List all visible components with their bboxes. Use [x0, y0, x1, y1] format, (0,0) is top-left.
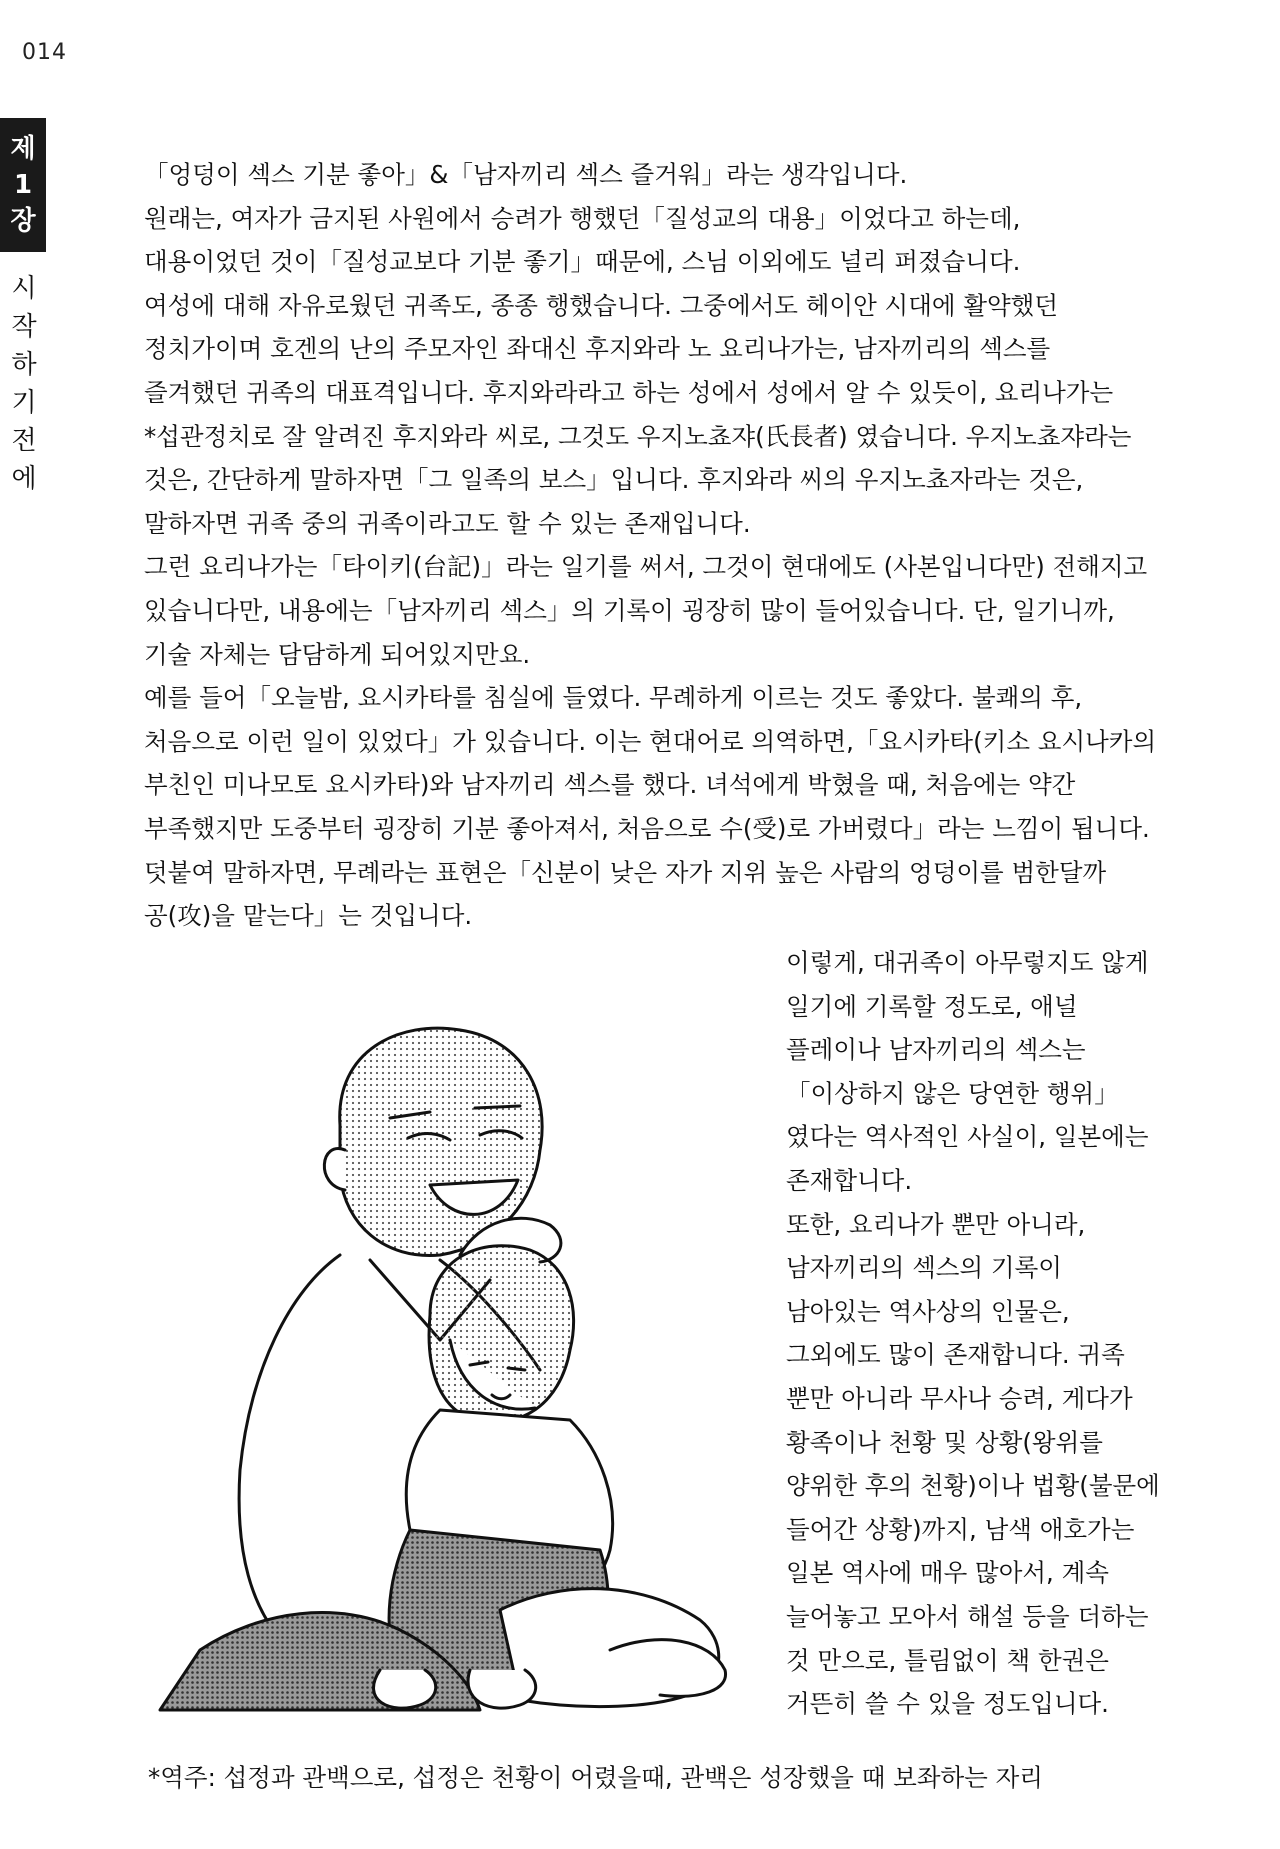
body-line: 대용이었던 것이「질성교보다 기분 좋기」때문에, 스님 이외에도 널리 퍼졌습니다. — [144, 247, 1021, 277]
body-line: 말하자면 귀족 중의 귀족이라고도 할 수 있는 존재입니다. — [144, 508, 751, 538]
body-line: 공(攻)을 맡는다」는 것입니다. — [144, 901, 473, 931]
chapter-subtitle-char: 시 — [11, 274, 37, 304]
chapter-tab-char: 장 — [10, 206, 36, 236]
chapter-subtitle-char: 기 — [11, 388, 37, 418]
page-number: 014 — [22, 40, 67, 65]
body-line: 예를 들어「오늘밤, 요시카타를 침실에 들였다. 무례하게 이르는 것도 좋았다. 불쾌의 후, — [144, 683, 1083, 713]
chapter-subtitle-char: 작 — [11, 312, 37, 342]
body-line: 부친인 미나모토 요시카타)와 남자끼리 섹스를 했다. 녀석에게 박혔을 때, 처음에는 약간 — [144, 770, 1076, 800]
side-line: 일기에 기록할 정도로, 애널 — [786, 991, 1078, 1021]
chapter-subtitle-char: 전 — [11, 426, 37, 456]
side-line: 늘어놓고 모아서 해설 등을 더하는 — [786, 1601, 1149, 1631]
body-line: 기술 자체는 담담하게 되어있지만요. — [144, 639, 531, 669]
body-line: 여성에 대해 자유로웠던 귀족도, 종종 행했습니다. 그중에서도 헤이안 시대에 활약했던 — [144, 290, 1059, 320]
body-line: 부족했지만 도중부터 굉장히 기분 좋아져서, 처음으로 수(受)로 가버렸다」라는 느낌이 됩니다. — [144, 813, 1150, 843]
body-line: 원래는, 여자가 금지된 사원에서 승려가 행했던「질성교의 대용」이었다고 하는데, — [144, 203, 1021, 233]
side-line: 남자끼리의 섹스의 기록이 — [786, 1253, 1062, 1283]
side-text — [786, 941, 1186, 1726]
body-line: *섭관정치로 잘 알려진 후지와라 씨로, 그것도 우지노쵸쟈(氏長者) 였습니다. 우지노쵸쟈라는 — [144, 421, 1132, 451]
body-line: 것은, 간단하게 말하자면「그 일족의 보스」입니다. 후지와라 씨의 우지노쵸자라는 것은, — [144, 465, 1084, 495]
side-line: 것 만으로, 틀림없이 책 한권은 — [786, 1645, 1109, 1675]
body-line: 「엉덩이 섹스 기분 좋아」&「남자끼리 섹스 즐거워」라는 생각입니다. — [144, 160, 908, 189]
chapter-subtitle-char: 하 — [11, 350, 37, 380]
side-line: 남아있는 역사상의 인물은, — [786, 1296, 1070, 1326]
monk-and-child-illustration — [140, 1010, 740, 1730]
chapter-subtitle-char: 에 — [11, 464, 37, 494]
body-line: 있습니다만, 내용에는「남자끼리 섹스」의 기록이 굉장히 많이 들어있습니다. 단, 일기니까, — [144, 595, 1115, 625]
side-line: 였다는 역사적인 사실이, 일본에는 — [786, 1122, 1149, 1152]
side-line: 이렇게, 대귀족이 아무렇지도 않게 — [786, 948, 1149, 977]
body-line: 즐겨했던 귀족의 대표격입니다. 후지와라라고 하는 성에서 성에서 알 수 있듯이, 요리나가는 — [144, 377, 1114, 407]
footnote: *역주: 섭정과 관백으로, 섭정은 천황이 어렸을때, 관백은 성장했을 때 보좌하는 자리 — [148, 1763, 1043, 1792]
body-line: 그런 요리나가는「타이키(台記)」라는 일기를 써서, 그것이 현대에도 (사본입니다만) 전해지고 — [144, 552, 1148, 582]
chapter-tab — [0, 118, 46, 252]
body-line: 덧붙여 말하자면, 무례라는 표현은「신분이 낮은 자가 지위 높은 사람의 엉덩이를 범한달까 — [144, 857, 1107, 887]
side-line: 일본 역사에 매우 많아서, 계속 — [786, 1558, 1109, 1588]
chapter-subtitle — [6, 270, 42, 498]
side-line: 거뜬히 쓸 수 있을 정도입니다. — [786, 1689, 1109, 1719]
body-line: 정치가이며 호겐의 난의 주모자인 좌대신 후지와라 노 요리나가는, 남자끼리의 섹스를 — [144, 334, 1051, 364]
side-line: 존재합니다. — [786, 1165, 913, 1195]
body-line: 처음으로 이런 일이 있었다」가 있습니다. 이는 현대어로 의역하면,「요시카타(키소 요시나카의 — [144, 726, 1157, 756]
side-line: 그외에도 많이 존재합니다. 귀족 — [786, 1340, 1125, 1370]
side-line: 양위한 후의 천황)이나 법황(불문에 — [786, 1471, 1160, 1501]
side-line: 들어간 상황)까지, 남색 애호가는 — [786, 1514, 1135, 1544]
side-line: 플레이나 남자끼리의 섹스는 — [786, 1035, 1086, 1065]
chapter-tab-char: 제 — [10, 134, 36, 164]
side-line: 또한, 요리나가 뿐만 아니라, — [786, 1209, 1086, 1239]
side-line: 뿐만 아니라 무사나 승려, 게다가 — [786, 1383, 1133, 1413]
side-line: 황족이나 천황 및 상황(왕위를 — [786, 1427, 1103, 1457]
body-text — [144, 153, 1184, 938]
chapter-tab-char: 1 — [13, 170, 33, 200]
side-line: 「이상하지 않은 당연한 행위」 — [786, 1078, 1119, 1108]
